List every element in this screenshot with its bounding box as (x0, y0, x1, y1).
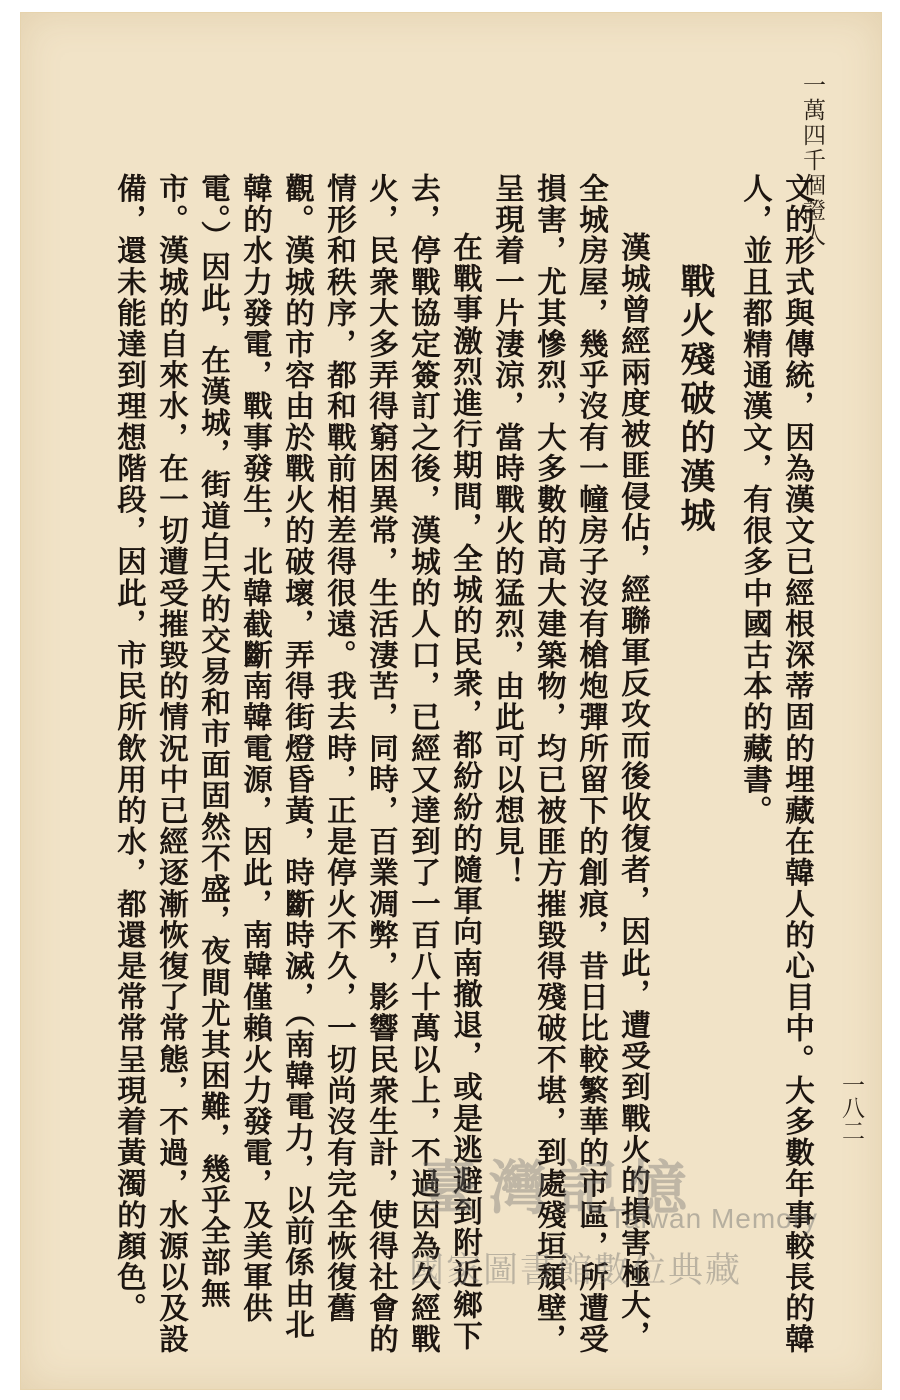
running-title: 一萬四千個證人 (799, 73, 825, 248)
watermark-calligraphy: 臺灣記憶 (419, 1154, 700, 1222)
paragraph-1: 文的形式與傳統，因為漢文已經根深蒂固的埋藏在韓人的心目中。大多數年事較長的韓人，並且都精通漢文，有很多中國古本的藏書。 (739, 173, 816, 1355)
page-number: 一八二 (838, 1073, 864, 1142)
paragraph-2: 漢城曾經兩度被匪侵佔，經聯軍反攻而後收復者，因此，遭受到戰火的損害極大，全城房屋，幾乎沒有一幢房子沒有槍炮彈所留下的創痕，昔日比較繁華的市區，所遭受損害，尤其慘烈，大多數的高大建築物，均已被匪方摧毀得殘破不堪，到處殘垣頹壁，呈現着一片淒涼，當時戰火的猛烈，由此可以想見！ (491, 173, 652, 1355)
watermark-english: Taiwan Memory (609, 1203, 819, 1234)
watermark-institution: 國家圖書館數位典藏 (409, 1251, 743, 1291)
book-page (20, 12, 882, 1390)
paragraph-3: 在戰事激烈進行期間，全城的民衆，都紛紛的隨軍向南撤退，或是逃避到附近鄉下去，停戰協定簽訂之後，漢城的人口，已經又達到了一百八十萬以上，不過因為久經戰火，民衆大多弄得窮困異常，生活淒苦，同時，百業凋弊，影響民衆生計，使得社會的情形和秩序，都和戰前相差得很遠。我去時，正是停火不久，一切尚沒有完全恢復舊觀。漢城的市容由於戰火的破壞，弄得街燈昏黃，時斷時滅，（南韓電力，以前係由北韓的水力發電，戰事發生，北韓截斷南韓電源，因此，南韓僅賴火力發電，及美軍供電。）因此，在漢城，街道白天的交易和市面固然不盛，夜間尤其困難，幾乎全部無市。漢城的自來水，在一切遭受摧毀的情況中已經逐漸恢復了常態，不過，水源以及設備，還未能達到理想階段，因此，市民所飲用的水，都還是常常呈現着黃濁的顏色。 (113, 173, 484, 1355)
section-title: 戰火殘破的漢城 (675, 263, 716, 536)
body-text (79, 173, 819, 1363)
